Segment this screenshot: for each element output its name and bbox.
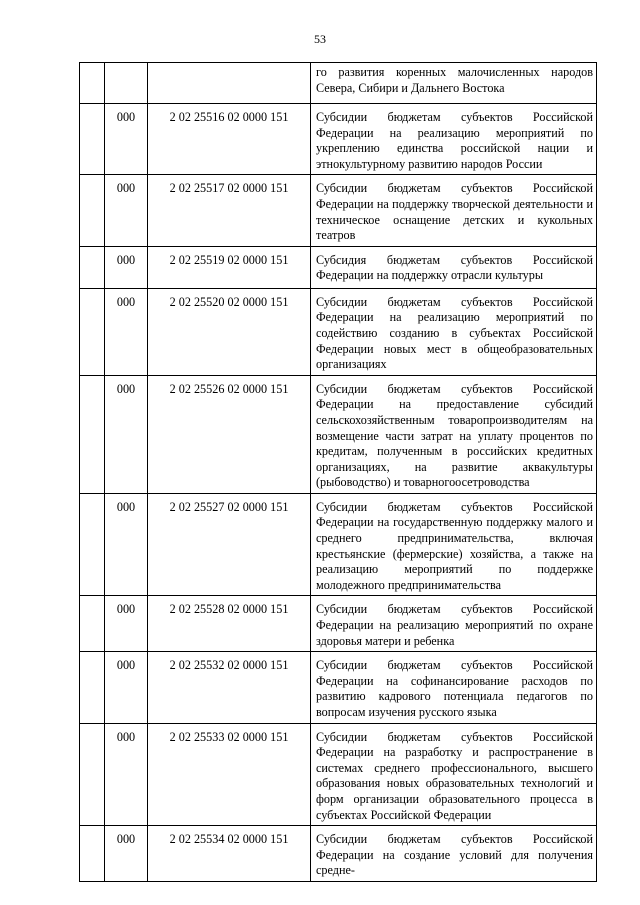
table-row [80,104,597,175]
description-cell: Субсидии бюджетам субъектов Российской Федерации на предоставление субсидий сельскохозяйственным товаропроизводителям на возмещение части затрат на уплату процентов по кредитам, полученным в российских кредитных организациях, на развитие аквакультуры (рыбоводство) и товарногоосетроводства [311,375,597,493]
row-number-cell [80,63,105,104]
row-number-cell [80,652,105,723]
admin-code-cell: 000 [105,246,148,288]
budget-code-cell: 2 02 25534 02 0000 151 [148,826,311,882]
description-cell: Субсидии бюджетам субъектов Российской Федерации на реализацию мероприятий по охране здоровья матери и ребенка [311,596,597,652]
budget-code-cell: 2 02 25526 02 0000 151 [148,375,311,493]
row-number-cell [80,246,105,288]
budget-code-cell: 2 02 25533 02 0000 151 [148,723,311,826]
description-cell: Субсидии бюджетам субъектов Российской Федерации на государственную поддержку малого и среднего предпринимательства, включая крестьянские (фермерские) хозяйства, а также на реализацию мероприятий по поддержке молодежного предпринимательства [311,493,597,596]
admin-code-cell: 000 [105,826,148,882]
admin-code-cell: 000 [105,375,148,493]
row-number-cell [80,723,105,826]
budget-code-cell [148,63,311,104]
description-cell: Субсидии бюджетам субъектов Российской Федерации на поддержку творческой деятельности и техническое оснащение детских и кукольных театров [311,175,597,246]
budget-code-cell: 2 02 25532 02 0000 151 [148,652,311,723]
table-row [80,375,597,493]
row-number-cell [80,175,105,246]
admin-code-cell: 000 [105,104,148,175]
budget-code-cell: 2 02 25519 02 0000 151 [148,246,311,288]
table-row [80,63,597,104]
row-number-cell [80,596,105,652]
admin-code-cell: 000 [105,723,148,826]
admin-code-cell: 000 [105,493,148,596]
row-number-cell [80,493,105,596]
table-row [80,175,597,246]
budget-classification-table [79,62,597,882]
budget-code-cell: 2 02 25516 02 0000 151 [148,104,311,175]
admin-code-cell: 000 [105,175,148,246]
table-row [80,288,597,375]
table-row [80,826,597,882]
admin-code-cell [105,63,148,104]
admin-code-cell: 000 [105,288,148,375]
table-row [80,246,597,288]
description-cell: Субсидии бюджетам субъектов Российской Федерации на софинансирование расходов по развитию кадрового потенциала педагогов по вопросам изучения русского языка [311,652,597,723]
table-row [80,596,597,652]
row-number-cell [80,375,105,493]
row-number-cell [80,826,105,882]
budget-code-cell: 2 02 25520 02 0000 151 [148,288,311,375]
table-row [80,493,597,596]
table-body [80,63,597,882]
description-cell: Субсидии бюджетам субъектов Российской Федерации на создание условий для получения средне- [311,826,597,882]
budget-code-cell: 2 02 25528 02 0000 151 [148,596,311,652]
row-number-cell [80,288,105,375]
description-cell: го развития коренных малочисленных народов Севера, Сибири и Дальнего Востока [311,63,597,104]
budget-code-cell: 2 02 25527 02 0000 151 [148,493,311,596]
page-number: 53 [314,32,326,46]
table-row [80,652,597,723]
budget-code-cell: 2 02 25517 02 0000 151 [148,175,311,246]
table-row [80,723,597,826]
admin-code-cell: 000 [105,652,148,723]
description-cell: Субсидии бюджетам субъектов Российской Федерации на разработку и распространение в системах среднего профессионального, высшего образования новых образовательных технологий и форм организации образовательного процесса в субъектах Российской Федерации [311,723,597,826]
admin-code-cell: 000 [105,596,148,652]
description-cell: Субсидия бюджетам субъектов Российской Федерации на поддержку отрасли культуры [311,246,597,288]
description-cell: Субсидии бюджетам субъектов Российской Федерации на реализацию мероприятий по содействию созданию в субъектах Российской Федерации новых мест в общеобразовательных организациях [311,288,597,375]
row-number-cell [80,104,105,175]
description-cell: Субсидии бюджетам субъектов Российской Федерации на реализацию мероприятий по укреплению единства российской нации и этнокультурному развитию народов России [311,104,597,175]
